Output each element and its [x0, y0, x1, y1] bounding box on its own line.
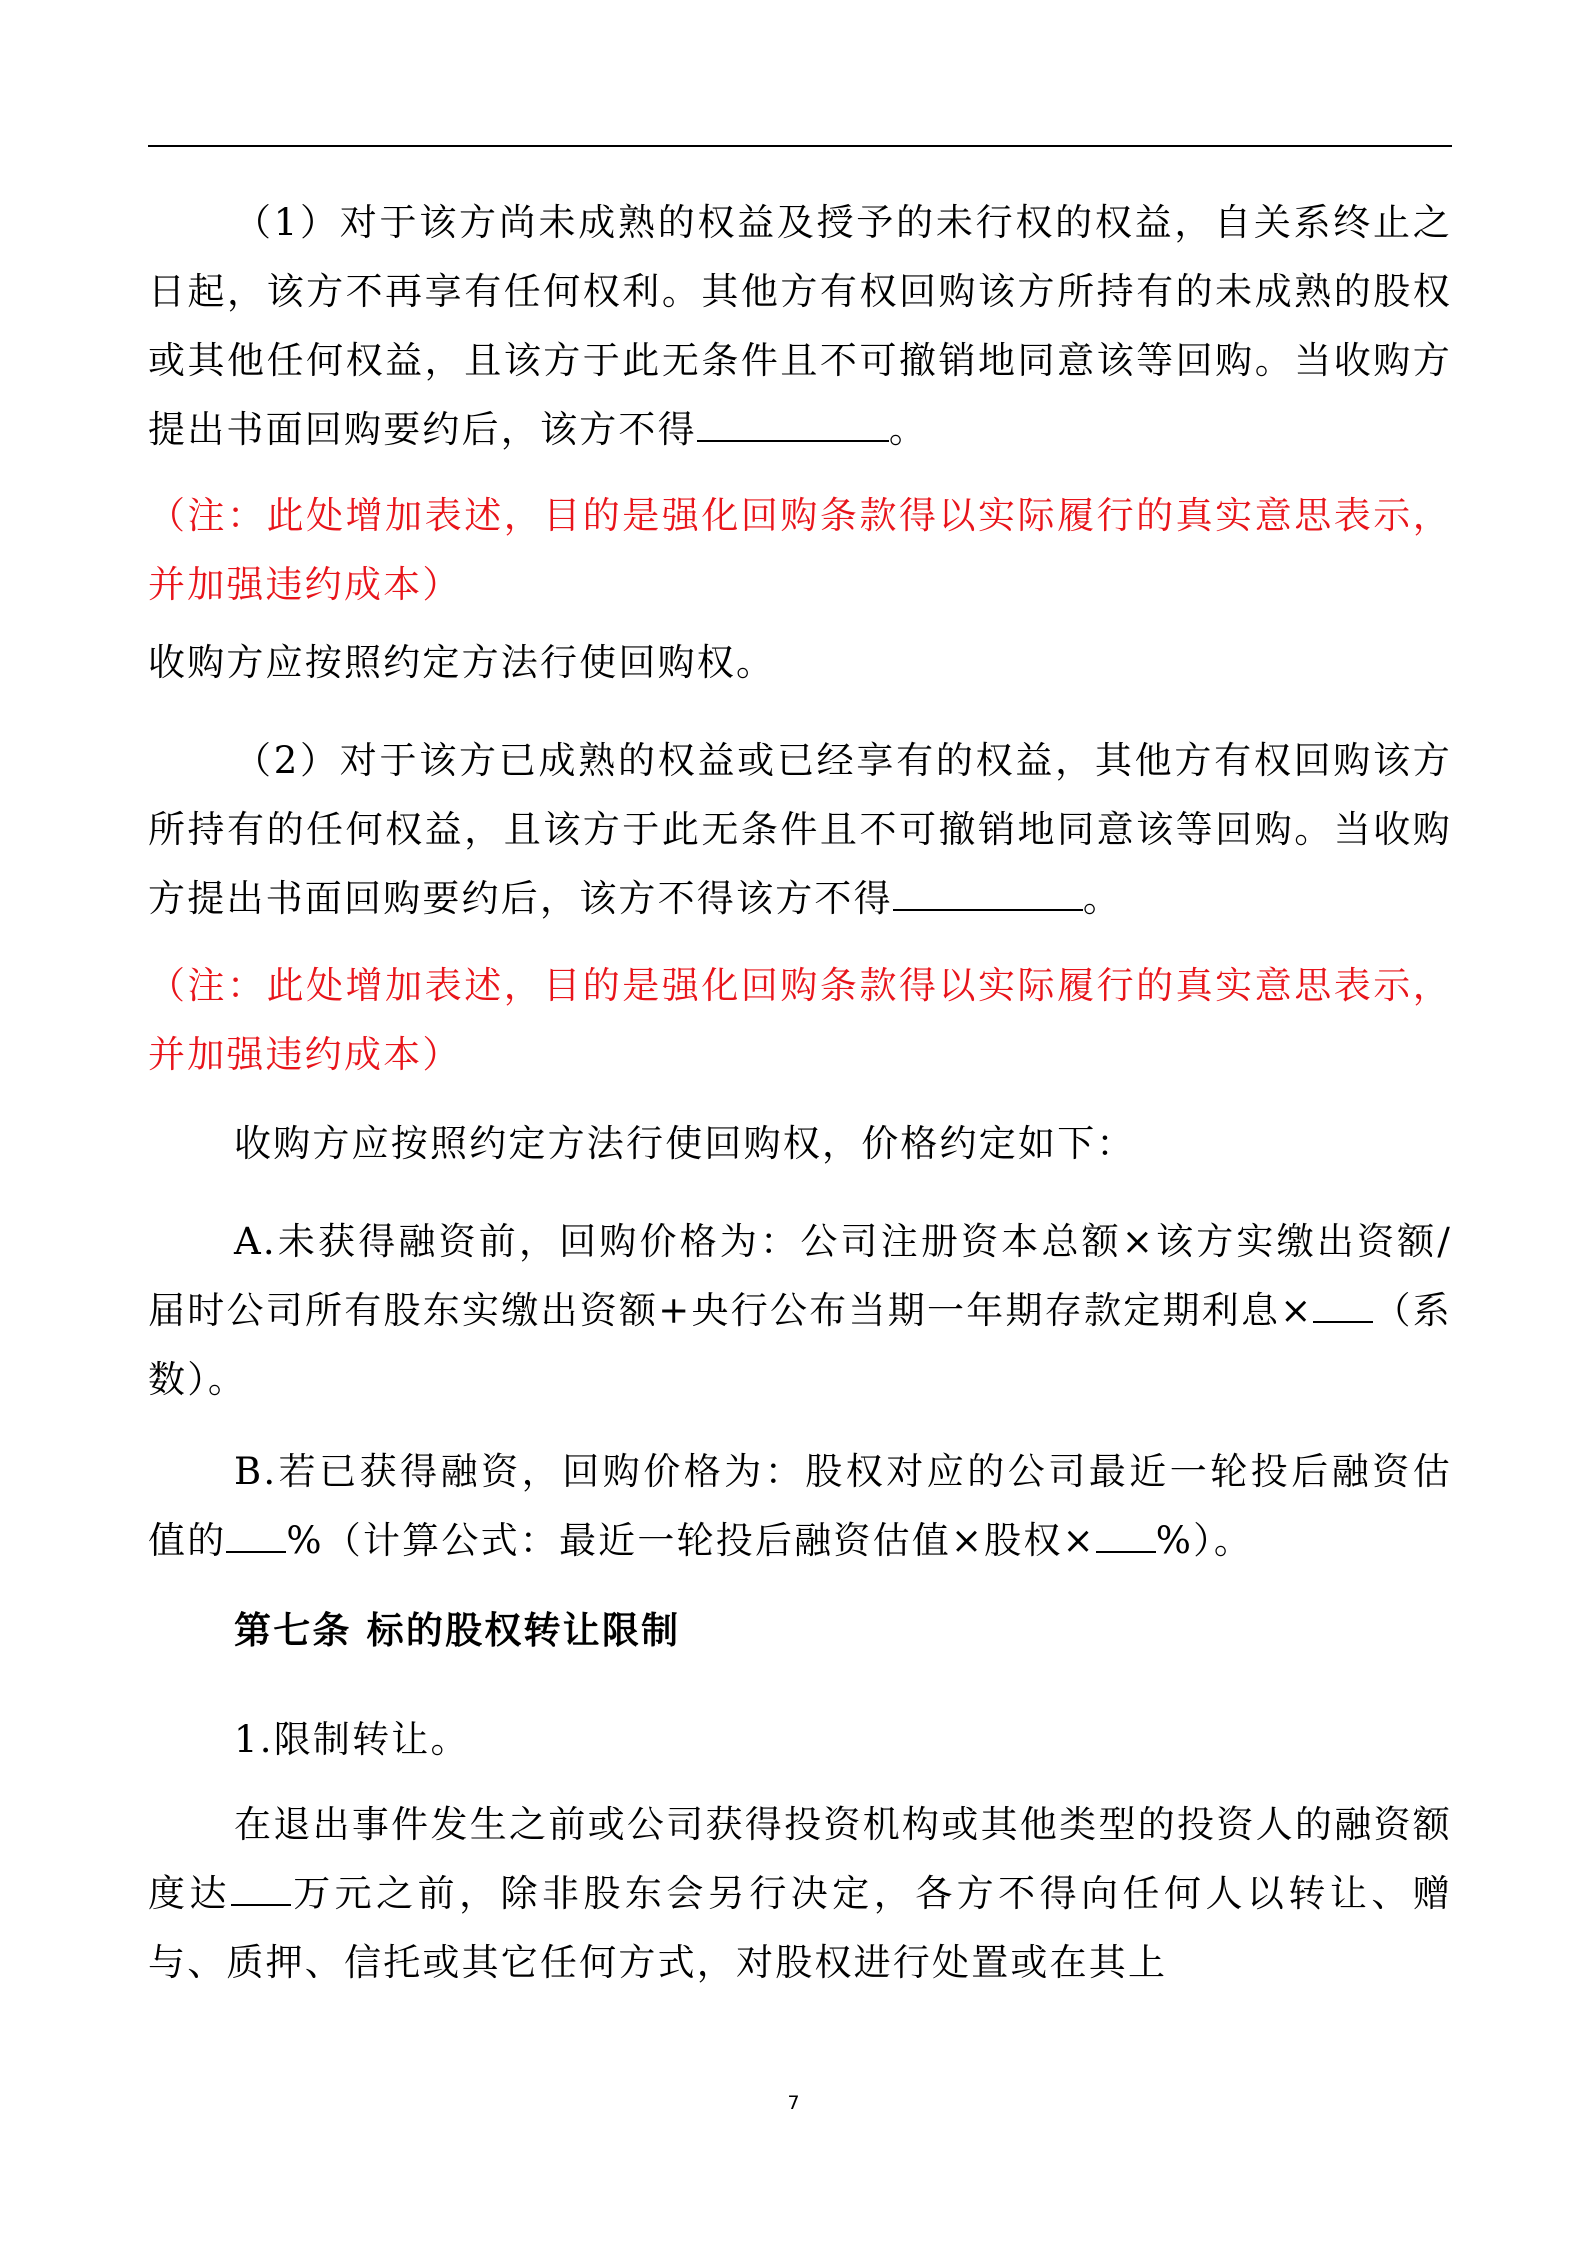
fill-in-blank[interactable] — [1096, 1514, 1156, 1553]
paragraph-exercise-right: 收购方应按照约定方法行使回购权。 — [148, 641, 776, 684]
paragraph-end: 。 — [1082, 877, 1123, 920]
note-annotation-1: （注：此处增加表述，目的是强化回购条款得以实际履行的真实意思表示，并加强违约成本） — [148, 494, 1452, 606]
paragraph-transfer-conditions — [148, 1790, 1452, 1997]
header-rule — [148, 145, 1452, 147]
paragraph-text: 在退出事件发生之前或公司获得投资机构或其他类型的投资人的融资额度达 — [148, 1803, 1452, 1915]
paragraph-end: 。 — [888, 408, 929, 451]
paragraph-unvested-rights — [148, 188, 1452, 464]
fill-in-blank[interactable] — [226, 1514, 286, 1553]
paragraph-text: %（计算公式：最近一轮投后融资估值×股权× — [286, 1519, 1096, 1562]
paragraph-text: %）。 — [1155, 1519, 1254, 1562]
page-number: 7 — [787, 2092, 800, 2114]
fill-in-blank[interactable] — [231, 1867, 291, 1906]
paragraph-price-option-a — [148, 1207, 1452, 1414]
paragraph-transfer-restriction: 1.限制转让。 — [234, 1718, 470, 1761]
paragraph-price-agreement: 收购方应按照约定方法行使回购权，价格约定如下： — [234, 1122, 1136, 1165]
paragraph-text: （2）对于该方已成熟的权益或已经享有的权益，其他方有权回购该方所持有的任何权益，且该方于此无条件且不可撤销地同意该等回购。当收购方提出书面回购要约后，该方不得该方不得 — [148, 739, 1452, 920]
paragraph-vested-rights — [148, 726, 1452, 933]
paragraph-text: （1）对于该方尚未成熟的权益及授予的未行权的权益，自关系终止之日起，该方不再享有任何权利。其他方有权回购该方所持有的未成熟的股权或其他任何权益，且该方于此无条件且不可撤销地同意该等回购。当收购方提出书面回购要约后，该方不得 — [148, 201, 1452, 451]
section-heading-article-7: 第七条 标的股权转让限制 — [234, 1608, 681, 1652]
note-annotation-2: （注：此处增加表述，目的是强化回购条款得以实际履行的真实意思表示，并加强违约成本） — [148, 964, 1452, 1076]
paragraph-text: A.未获得融资前，回购价格为：公司注册资本总额×该方实缴出资额/届时公司所有股东实缴出资额+央行公布当期一年期存款定期利息× — [148, 1220, 1452, 1332]
paragraph-end: （系数）。 — [148, 1289, 1452, 1401]
paragraph-price-option-b — [148, 1437, 1452, 1575]
paragraph-text: B.若已获得融资，回购价格为：股权对应的公司最近一轮投后融资估值的 — [148, 1450, 1452, 1562]
fill-in-blank[interactable] — [1313, 1284, 1373, 1323]
fill-in-blank[interactable] — [697, 403, 889, 442]
fill-in-blank[interactable] — [893, 872, 1083, 911]
paragraph-text: 万元之前，除非股东会另行决定，各方不得向任何人以转让、赠与、质押、信托或其它任何方式，对股权进行处置或在其上 — [148, 1872, 1452, 1984]
